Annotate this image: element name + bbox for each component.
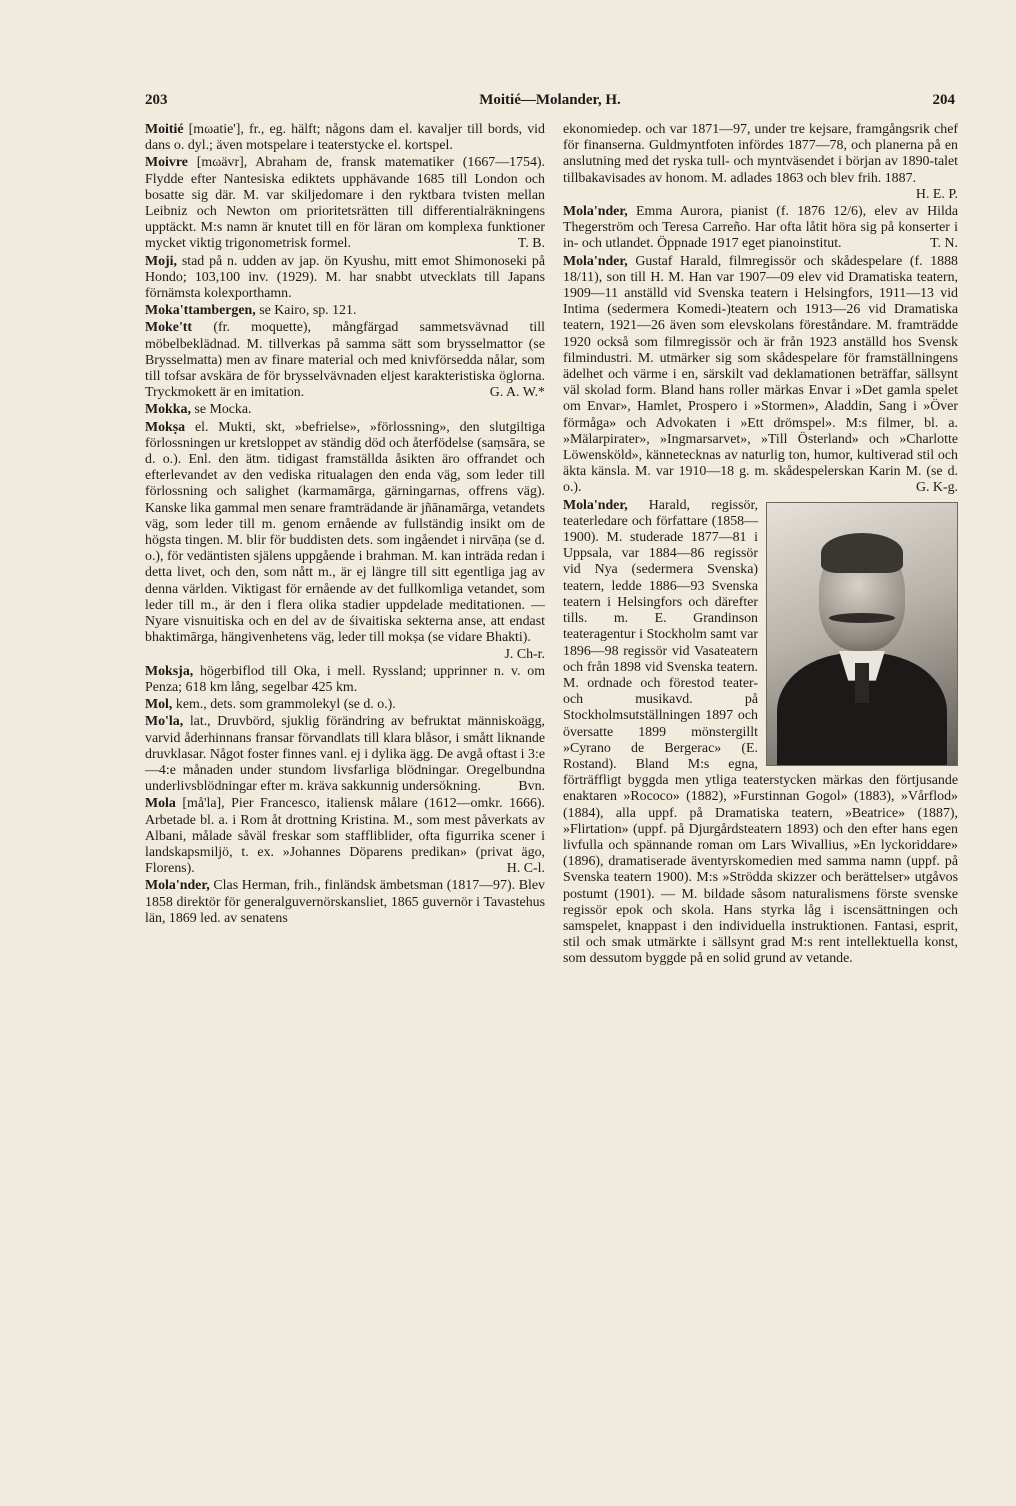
page-header — [145, 92, 955, 114]
entry-text: Gustaf Harald, filmregissör och skådespelare (f. 1888 18/11), son till H. M. Han var 1907—09 elev vid Dramatiska teatern, 1909—11 anställd vid Svenska teatern i Helsingfors, 1911—13 vid Intima (sedermera Komedi-)teatern och 1913—26 vid Dramatiska teatern, 1921—26 även som elevskolans föreståndare. M. framträdde 1920 också som filmregissör och är från 1923 anställd hos Svensk filmindustri. M. utmärker sig som skådespelare för framställningens ädelhet och värme i en, särskilt vad deklamationen beträffar, sällsynt väl skolad form. Bland hans roller märkas Envar i »Det gamla spelet om Envar», Hamlet, Prospero i »Stormen», Aladdin, Sang i »Över förmåga» och Advokaten i »Ett drömspel». M:s filmer, bl. a. »Mälarpirater», »Ingmarsarvet», »Till Österland» och »Charlotte Löwensköld», kännetecknas av naturlig ton, humor, kultiverad stil och äkta känsla. M. var 1910—18 g. m. skådespelerskan Karin M. (se d. o.). — [563, 253, 958, 496]
portrait-photo — [766, 502, 958, 766]
headword: Moke'tt — [145, 320, 193, 336]
headword: Mola — [145, 796, 176, 812]
entry — [145, 714, 545, 795]
author-signature: H. E. P. — [915, 186, 958, 202]
headword: Mola'nder, — [563, 204, 628, 220]
entry-text: se Mocka. — [194, 402, 252, 418]
entry-text: [må'la], Pier Francesco, italiensk målare (1612—omkr. 1666). Arbetade bl. a. i Rom åt drottning Kristina. M., som mest påverkats av Albani, målade såväl freskar som staffliblider, ofta figurrika scener i landskapsmiljö, t. ex. »Johannes Döparens predikan» (privat ägo, Florens). — [145, 796, 545, 877]
headword: Moji, — [145, 253, 178, 269]
author-signature: J. Ch-r. — [504, 646, 545, 662]
author-signature: H. C-l. — [506, 861, 545, 877]
entry-text: stad på n. udden av jap. ön Kyushu, mitt emot Shimonoseki på Hondo; 103,100 inv. (1929). M. har snabbt utvecklats till Japans förnämsta kolexporthamn. — [145, 253, 545, 302]
headword: Mokṣa — [145, 419, 186, 435]
entry — [563, 204, 958, 253]
headword: Mokka, — [145, 402, 191, 418]
author-signature: Bvn. — [518, 779, 545, 795]
page-number-right: 204 — [932, 92, 955, 108]
headword: Mola'nder, — [145, 878, 210, 894]
author-signature: G. K-g. — [915, 480, 958, 496]
entry — [145, 664, 545, 696]
page-number-left: 203 — [145, 92, 168, 108]
headword: Mol, — [145, 697, 173, 713]
entry-text: ekonomiedep. och var 1871—97, under tre kejsare, framgångsrik chef för finanserna. Guldmyntfoten infördes 1877—78, och planerna på en anslutning med det ryska tull- och myntväsendet i början av 1890-talet tillbakavisades av honom. M. adlades 1863 och blev frih. 1887. — [563, 122, 958, 186]
entry — [145, 155, 545, 252]
entry — [145, 402, 545, 418]
right-column — [563, 122, 958, 969]
entry — [563, 254, 958, 497]
entry-text: [mωatie'], fr., eg. hälft; någons dam el. kavaljer till bords, vid dans o. dyl.; även motspelare i teaterstycke el. kortspel. — [145, 122, 545, 154]
entry — [145, 878, 545, 927]
entry-text: Clas Herman, frih., finländsk ämbetsman (1817—97). Blev 1858 direktör för generalguvernörskansliet, 1865 guvernör i Tavastehus län, 1869 led. av senatens — [145, 878, 545, 926]
entry-text: Harald, regissör, teaterledare och författare (1858—1900). M. studerade 1877—81 i Uppsala, var 1884—86 regissör vid Nya (sedermera Svenska) teatern, ledde 1886—93 Svenska teatern i Helsingfors och därefter tills. m. E. Grandinson teateragentur i Stockholm samt var 1896—98 regissör vid Vasateatern och från 1898 vid Svenska teatern. M. ordnade och förestod teater- och musikavd. på Stockholmsutställningen 1897 och översatte 1899 mönstergillt »Cyrano de Bergerac» (E. Rostand). Bland M:s egna, förträffligt byggda men ytliga teaterstycken märkas den förtjusande enaktaren »Rococo» (1882), »Furstinnan Gogol» (1883), »Vårflod» (1884), alla uppf. på Dramatiska teatern, »Beatrice» (1887), »Flirtation» (uppf. på Djurgårdsteatern 1893) och den efter hans egen livfulla och spännande roman om Lars Wivallius, »En lyckoriddare» (1896), dramatiserade äventyrskomedien med samma namn (uppf. på Svenska teatern 1900). M:s »Strödda skizzer och berättelser» utgåvos postumt (1901). — M. bildade såsom naturalismens förste svenske regissör epok och skola. Hans styrka låg i iscensättningen och samspelet, knappast i den individuella instruktionen. Fantasi, esprit, stil och smak utmärkte i sällsynt grad M:s rent intellektuella konst, som dessutom byggde på en solid grund av vetande. — [563, 497, 958, 967]
entry-text: Emma Aurora, pianist (f. 1876 12/6), elev av Hilda Thegerström och Teresa Carreño. Har ofta låtit höra sig på konserter i in- och utlandet. Öppnade 1917 eget pianoinstitut. — [563, 204, 959, 252]
headword: Mo'la, — [145, 714, 184, 730]
headword: Moksja, — [145, 663, 194, 679]
running-title: Moitié—Molander, H. — [479, 92, 621, 108]
author-signature: T. N. — [930, 236, 958, 252]
entry-text: högerbiflod till Oka, i mell. Ryssland; upprinner n. v. om Penza; 618 km lång, segelbar 425 km. — [145, 663, 545, 695]
entry-text: el. Mukti, skt, »befrielse», »förlossning», den slutgiltiga förlossningen ur kretsloppet av ständig död och återfödelse (saṃsāra, se d. o.). Enl. den ätm. tidigast framställda åsikten äro offrandet och efterlevandet av den vediska ritualagen den enda väg, som leder till förlossning och salighet (karmamārga, gärningarnas, offrens väg). Kanske lika gammal men senare framträdande är jñānamārga, vetandets väg, som leder till m. genom ernående av fullständig insikt om de högsta tingen. M. blir för buddisten dets. som ingåendet i nirvāṇa (se d. o.), för vedäntisten själens uppgående i brahman. M. kan inträda redan i detta livet, och den, som nått m., är ej längre till sitt egentliga jag av denna världen. Viktigast för ernående av det fullkomliga vetandet, som leder till m., är den i flera olika stadier uppdelade meditationen. — Nyare visnuitiska och en del av de śivaitiska sekterna anse, att endast bhaktimārga, hängivenhetens väg, leder till mokṣa (se vidare Bhakti). — [145, 419, 545, 646]
entry-text: se Kairo, sp. 121. — [259, 303, 357, 319]
headword: Moka'ttambergen, — [145, 303, 256, 319]
entry — [563, 498, 958, 968]
entry — [145, 254, 545, 303]
entry — [145, 420, 545, 663]
entry-text: [mωävr], Abraham de, fransk matematiker (1667—1754). Flydde efter Nantesiska ediktets upphävande 1685 till London och bosatte sig där. M. var skiljedomare i den ryktbara tvisten mellan Leibniz och Newton om prioritetsrätten till differentialräkningens upptäckt. M:s namn är knutet till en för läran om komplexa funktioner mycket viktig trigonometrisk formel. — [145, 155, 545, 252]
entry — [145, 796, 545, 877]
entry-text: lat., Druvbörd, sjuklig förändring av befruktat människoägg, varvid åderhinnans fransar förvandlats till klara blåsor, i smått liknande druvklasar. Något foster finnes vanl. ej i dylika ägg. De avgå oftast i 3:e—4:e månaden under stundom livsfarliga blödningar. Oregelbundna underlivsblödningar efter m. kräva sakkunnig undersökning. — [145, 714, 545, 795]
entry-text: (fr. moquette), mångfärgad sammetsvävnad till möbelbeklädnad. M. tillverkas på samma sätt som brysselmattor (se Brysselmatta) men av finare material och med knivförsedda nålar, som till tofsar avskära de för brysselvävnaden eljest karakteristiska öglorna. Tryckmokett är en imitation. — [145, 320, 545, 401]
entry — [145, 697, 545, 713]
headword: Moitié — [145, 122, 184, 137]
entry — [145, 303, 545, 319]
headword: Mola'nder, — [563, 253, 628, 269]
author-signature: T. B. — [517, 236, 545, 252]
entry — [145, 320, 545, 401]
entry — [563, 122, 958, 203]
left-column — [145, 122, 545, 928]
entry-text: kem., dets. som grammolekyl (se d. o.). — [175, 697, 396, 713]
headword: Mola'nder, — [563, 497, 628, 513]
author-signature: G. A. W.* — [489, 385, 545, 401]
headword: Moivre — [145, 155, 188, 171]
entry — [145, 122, 545, 154]
